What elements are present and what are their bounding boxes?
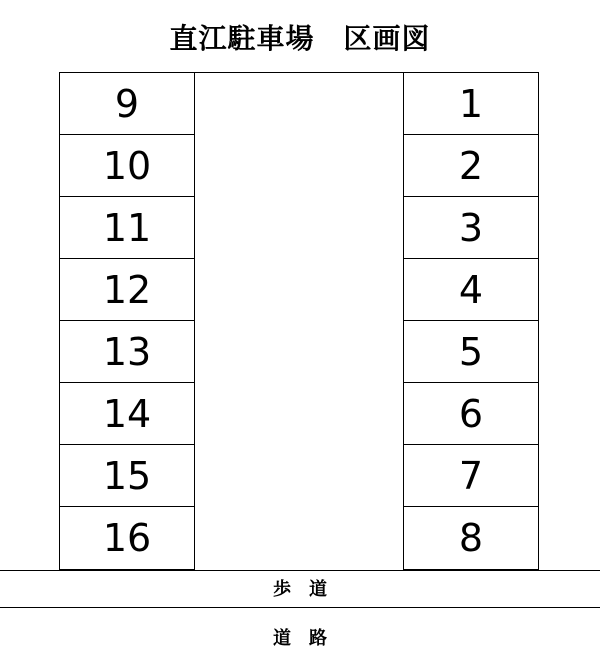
- parking-slot: 9: [60, 73, 194, 135]
- road-label: 道 路: [273, 628, 327, 649]
- parking-slot: 3: [404, 197, 538, 259]
- parking-slot: 6: [404, 383, 538, 445]
- parking-slot: 7: [404, 445, 538, 507]
- parking-slot: 2: [404, 135, 538, 197]
- parking-slot: 1: [404, 73, 538, 135]
- parking-slot: 4: [404, 259, 538, 321]
- parking-slot: 10: [60, 135, 194, 197]
- parking-slot: 14: [60, 383, 194, 445]
- left-parking-column: [59, 72, 195, 570]
- right-parking-column: [403, 72, 539, 570]
- parking-slot: 15: [60, 445, 194, 507]
- parking-slot: 12: [60, 259, 194, 321]
- parking-slot: 11: [60, 197, 194, 259]
- parking-slot: 8: [458, 516, 484, 560]
- sidewalk-label: 歩 道: [0, 570, 600, 608]
- page-title: 直江駐車場 区画図: [169, 22, 431, 55]
- parking-slot: 13: [60, 321, 194, 383]
- parking-slot: 5: [404, 321, 538, 383]
- driving-aisle: [195, 72, 403, 570]
- parking-slot: 16: [102, 516, 152, 560]
